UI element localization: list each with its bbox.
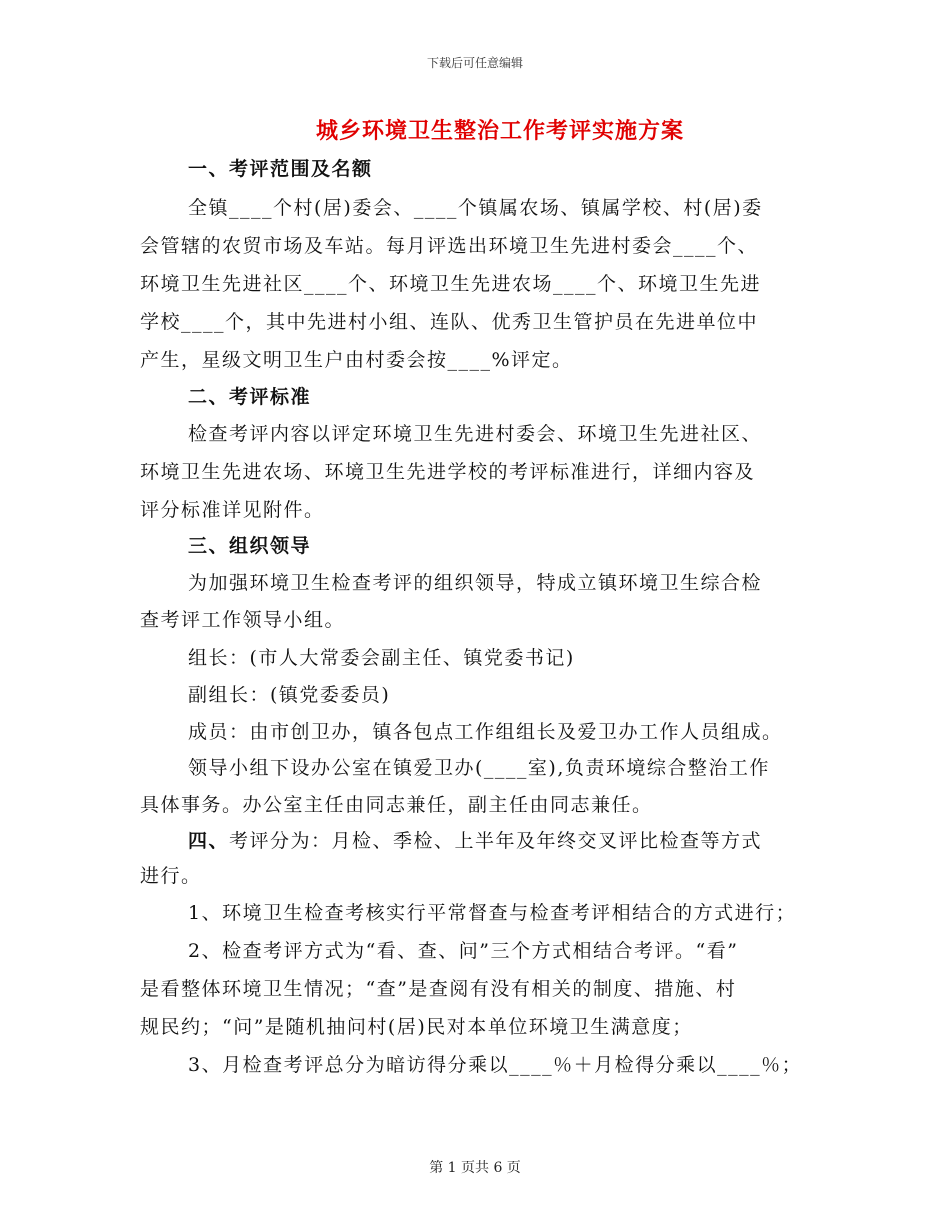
- paragraph-line: 检查考评内容以评定环境卫生先进村委会、环境卫生先进社区、: [188, 423, 763, 445]
- paragraph-line: 组长：(市人大常委会副主任、镇党委书记): [188, 647, 575, 669]
- section-heading-3: 三、组织领导: [188, 535, 312, 557]
- list-item: 1、环境卫生检查考核实行平常督查与检查考评相结合的方式进行；: [188, 902, 797, 924]
- paragraph-line: 规民约；“问”是随机抽问村(居)民对本单位环境卫生满意度；: [140, 1016, 693, 1038]
- paragraph-line: 全镇____个村(居)委会、____个镇属农场、镇属学校、村(居)委: [188, 197, 763, 219]
- section-4-line: [188, 826, 762, 853]
- paragraph-line: 环境卫生先进社区____个、环境卫生先进农场____个、环境卫生先进: [140, 273, 762, 295]
- paragraph-line: 成员：由市创卫办，镇各包点工作组组长及爱卫办工作人员组成。: [188, 721, 783, 743]
- page-footer: 第 1 页共 6 页: [429, 1160, 521, 1176]
- paragraph-line: 会管辖的农贸市场及车站。每月评选出环境卫生先进村委会____个、: [140, 235, 759, 257]
- paragraph-line: 副组长：(镇党委委员): [188, 684, 391, 706]
- paragraph-line: 具体事务。办公室主任由同志兼任，副主任由同志兼任。: [140, 794, 653, 816]
- section-heading-1: 一、考评范围及名额: [188, 158, 373, 180]
- section-heading-2: 二、考评标准: [188, 386, 312, 408]
- paragraph-line: 查考评工作领导小组。: [140, 609, 346, 631]
- paragraph-line: 学校____个，其中先进村小组、连队、优秀卫生管护员在先进单位中: [140, 311, 759, 333]
- paragraph-line: 为加强环境卫生检查考评的组织领导，特成立镇环境卫生综合检: [188, 572, 763, 594]
- page-header-note: 下载后可任意编辑: [426, 56, 523, 70]
- paragraph-line: 环境卫生先进农场、环境卫生先进学校的考评标准进行，详细内容及: [140, 461, 756, 483]
- paragraph-line: 是看整体环境卫生情况；“查”是查阅有没有相关的制度、措施、村: [140, 978, 737, 1000]
- paragraph-line: 产生，星级文明卫生户由村委会按____%评定。: [140, 349, 573, 371]
- section-heading-4: 四、: [188, 830, 230, 852]
- paragraph-line: 考评分为：月检、季检、上半年及年终交叉评比检查等方式: [229, 830, 763, 852]
- paragraph-line: 评分标准详见附件。: [140, 499, 325, 521]
- document-title: 城乡环境卫生整治工作考评实施方案: [315, 118, 684, 144]
- list-item: 3、月检查考评总分为暗访得分乘以____％＋月检得分乘以____％；: [188, 1054, 803, 1076]
- paragraph-line: 领导小组下设办公室在镇爱卫办(____室),负责环境综合整治工作: [188, 757, 770, 779]
- list-item: 2、检查考评方式为“看、查、问”三个方式相结合考评。“看”: [188, 940, 739, 962]
- paragraph-line: 进行。: [140, 865, 202, 887]
